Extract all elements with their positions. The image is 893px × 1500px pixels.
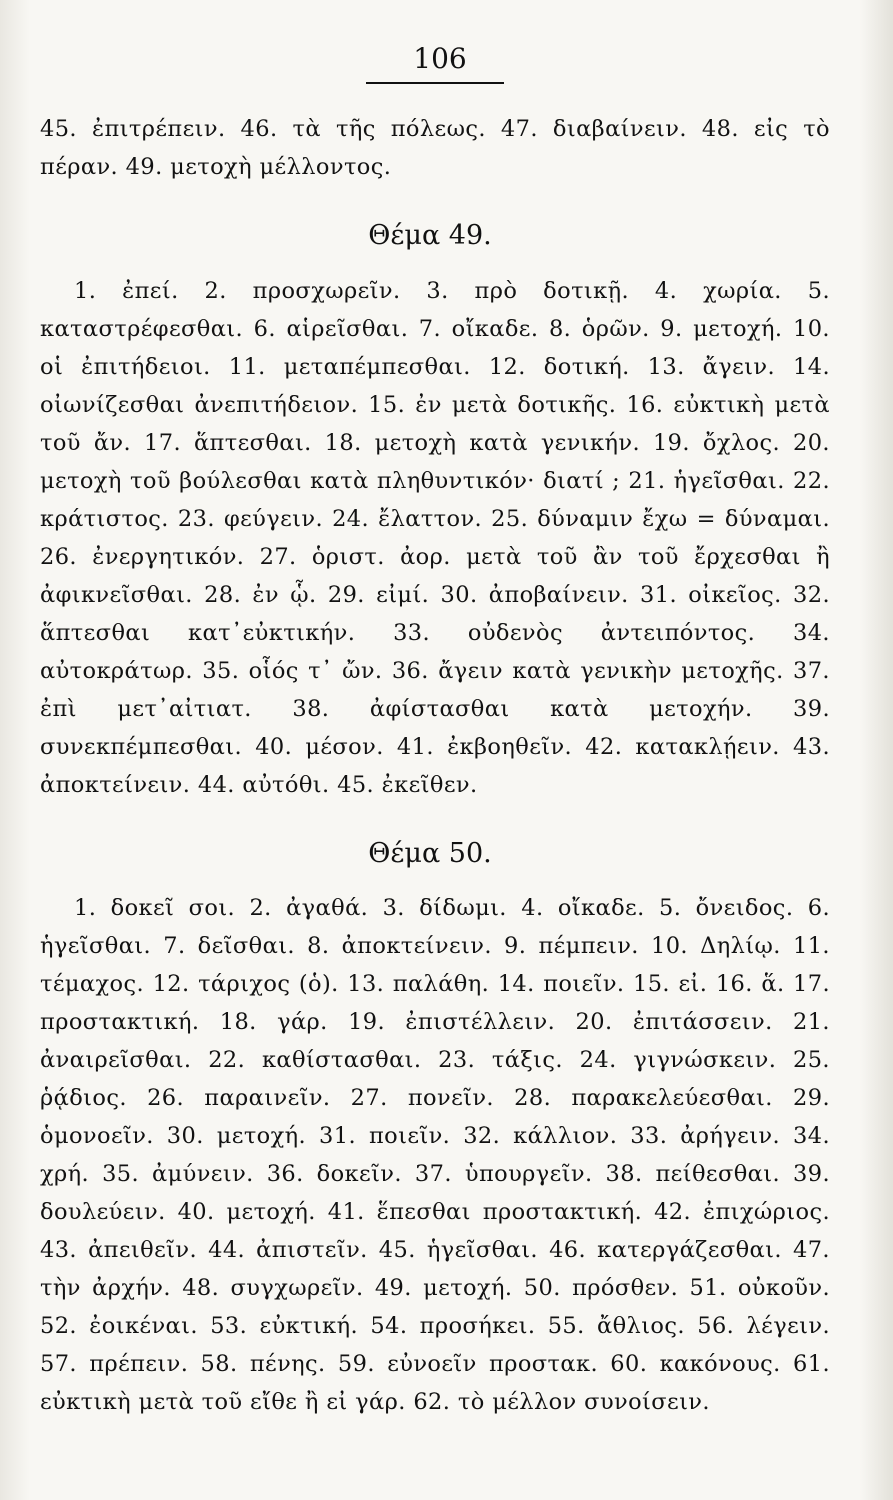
page-number-rule [366,82,504,84]
section-text-49: 1. ἐπεί. 2. προσχωρεῖν. 3. πρὸ δοτικῇ. 4. χωρία. 5. καταστρέφεσθαι. 6. αἱρεῖσθαι. 7. οἴκαδε. 8. ὁρῶν. 9. μετοχή. 10. οἱ ἐπιτήδειοι. 11. μεταπέμπεσθαι. 12. δοτική. 13. ἄγειν. 14. οἰωνίζεσθαι ἀνεπιτήδειον. 15. ἐν μετὰ δοτικῆς. 16. εὐκτικὴ μετὰ τοῦ ἄν. 17. ἅπτεσθαι. 18. μετοχὴ κατὰ γενικήν. 19. ὄχλος. 20. μετοχὴ τοῦ βούλεσθαι κατὰ πληθυντικόν· διατί ; 21. ἡγεῖσθαι. 22. κράτιστος. 23. φεύγειν. 24. ἔλαττον. 25. δύναμιν ἔχω = δύναμαι. 26. ἐνεργητικόν. 27. ὁριστ. ἀορ. μετὰ τοῦ ἂν τοῦ ἔρχεσθαι ἢ ἀφικνεῖσθαι. 28. ἐν ᾧ. 29. εἰμί. 30. ἀποβαίνειν. 31. οἰκεῖος. 32. ἅπτεσθαι κατ᾽εὐκτικήν. 33. οὐδενὸς ἀντειπόντος. 34. αὐτοκράτωρ. 35. οἷός τ᾽ ὤν. 36. ἄγειν κατὰ γενικὴν μετοχῆς. 37. ἐπὶ μετ᾽αἰτιατ. 38. ἀφίστασθαι κατὰ μετοχήν. 39. συνεκπέμπεσθαι. 40. μέσον. 41. ἐκβοηθεῖν. 42. κατακλῄειν. 43. ἀποκτείνειν. 44. αὐτόθι. 45. ἐκεῖθεν. [40,278,830,798]
section-heading-50: Θέμα 50. [368,838,492,869]
page-number: 106 [413,42,467,75]
continuation-text: 45. ἐπιτρέπειν. 46. τὰ τῆς πόλεως. 47. διαβαίνειν. 48. εἰς τὸ πέραν. 49. μετοχὴ μέλλοντος. [40,116,830,180]
section-heading-49: Θέμα 49. [368,220,492,251]
section-text-50: 1. δοκεῖ σοι. 2. ἀγαθά. 3. δίδωμι. 4. οἴκαδε. 5. ὄνειδος. 6. ἡγεῖσθαι. 7. δεῖσθαι. 8. ἀποκτείνειν. 9. πέμπειν. 10. Δηλίῳ. 11. τέμαχος. 12. τάριχος (ὁ). 13. παλάθη. 14. ποιεῖν. 15. εἰ. 16. ἅ. 17. προστακτική. 18. γάρ. 19. ἐπιστέλλειν. 20. ἐπιτάσσειν. 21. ἀναιρεῖσθαι. 22. καθίστασθαι. 23. τάξις. 24. γιγνώσκειν. 25. ῥᾴδιος. 26. παραινεῖν. 27. πονεῖν. 28. παρακελεύεσθαι. 29. ὁμονοεῖν. 30. μετοχή. 31. ποιεῖν. 32. κάλλιον. 33. ἀρήγειν. 34. χρή. 35. ἀμύνειν. 36. δοκεῖν. 37. ὑπουργεῖν. 38. πείθεσθαι. 39. δουλεύειν. 40. μετοχή. 41. ἕπεσθαι προστακτική. 42. ἐπιχώριος. 43. ἀπειθεῖν. 44. ἀπιστεῖν. 45. ἡγεῖσθαι. 46. κατεργάζεσθαι. 47. τὴν ἀρχήν. 48. συγχωρεῖν. 49. μετοχή. 50. πρόσθεν. 51. οὐκοῦν. 52. ἐοικέναι. 53. εὐκτική. 54. προσήκει. 55. ἄθλιος. 56. λέγειν. 57. πρέπειν. 58. πένης. 59. εὐνοεῖν προστακ. 60. κακόνους. 61. εὐκτικὴ μετὰ τοῦ εἴθε ἢ εἰ γάρ. 62. τὸ μέλλον συνοίσειν. [40,895,830,1415]
